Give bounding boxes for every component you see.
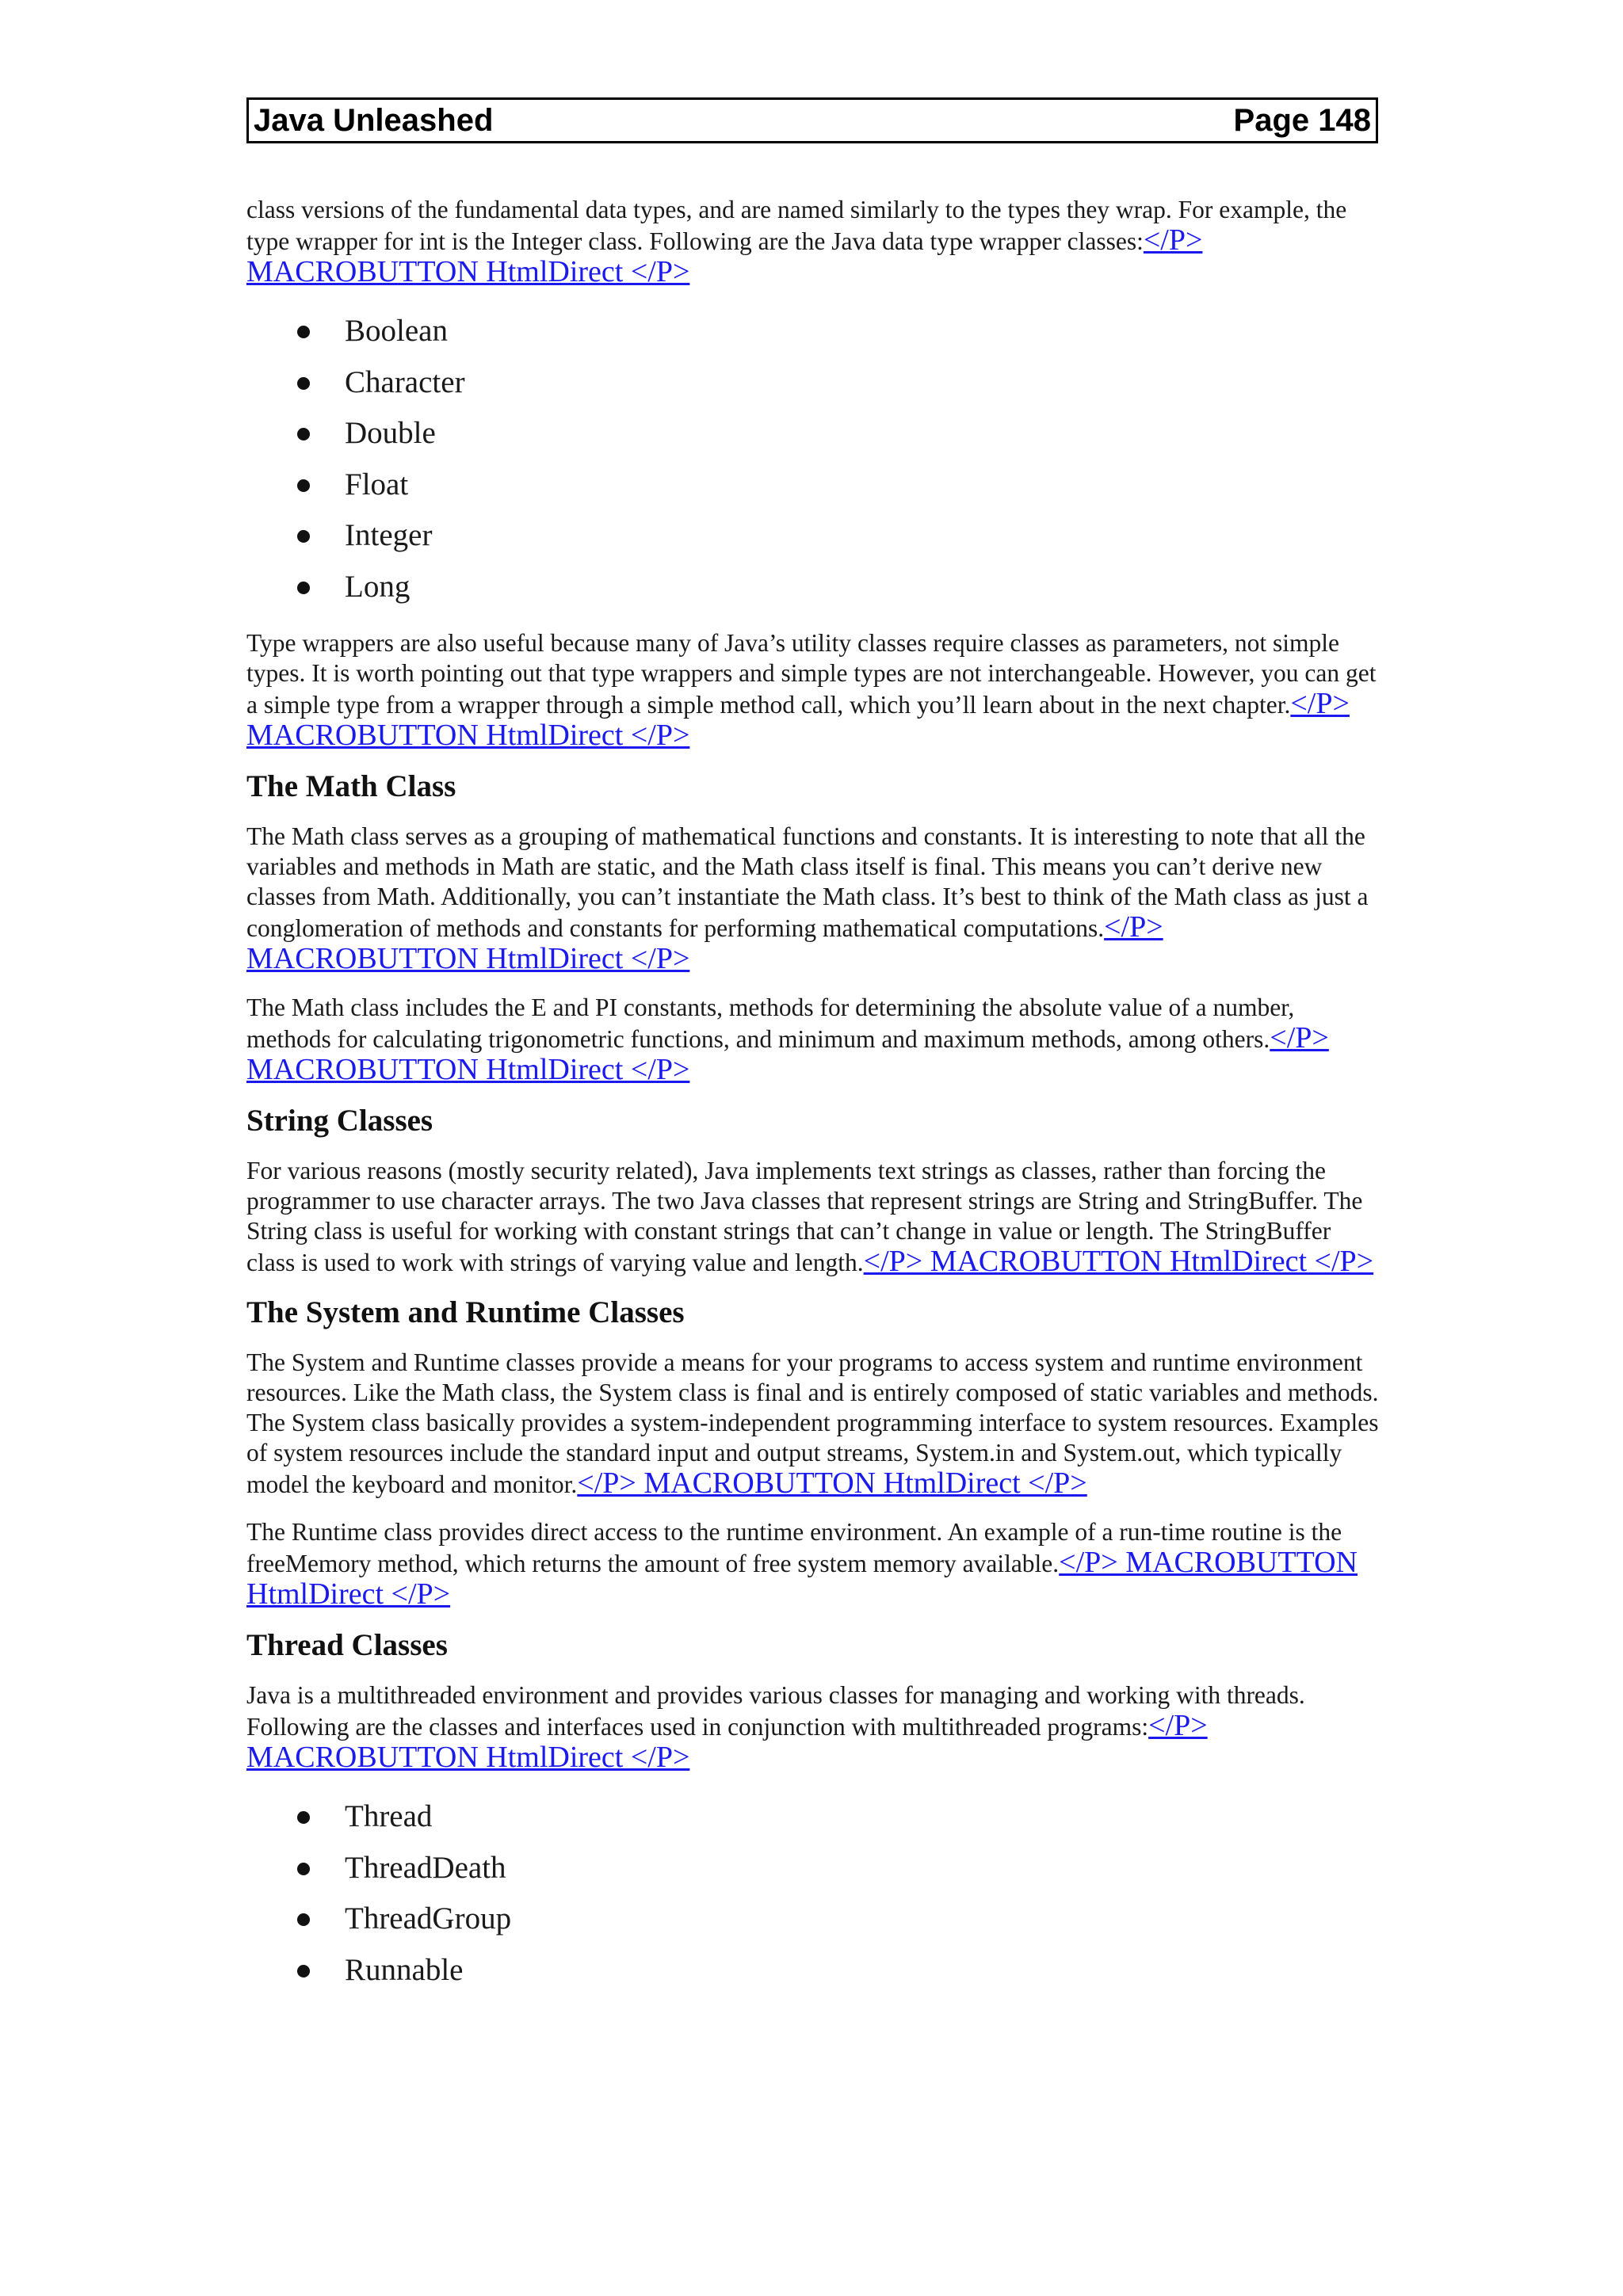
list-item: Integer <box>246 510 1380 562</box>
bullet-icon <box>297 428 310 441</box>
book-title: Java Unleashed <box>254 102 494 138</box>
macrobutton-link[interactable]: </P> MACROBUTTON HtmlDirect </P> <box>863 1245 1374 1278</box>
list-item: Runnable <box>246 1945 1380 1997</box>
list-item: Long <box>246 562 1380 613</box>
section-heading: Thread Classes <box>246 1628 448 1662</box>
page-number: Page 148 <box>1233 102 1371 138</box>
bullet-icon <box>297 1811 310 1824</box>
macrobutton-link[interactable]: </P> MACROBUTTON HtmlDirect </P> <box>246 910 1163 975</box>
page-content <box>246 195 1380 2012</box>
bullet-icon <box>297 377 310 390</box>
section-heading: The Math Class <box>246 769 456 803</box>
paragraph: The Runtime class provides direct access to the runtime environment. An example of a run-time routine is the freeMemory method, which returns the amount of free system memory available.</P> MACROBUTTON HtmlDirect </P> <box>246 1518 1358 1611</box>
macrobutton-link[interactable]: </P> MACROBUTTON HtmlDirect </P> <box>577 1466 1087 1500</box>
list-item: ThreadDeath <box>246 1843 1380 1894</box>
list-item: Character <box>246 357 1380 409</box>
paragraph: For various reasons (mostly security related), Java implements text strings as classes, rather than forcing the programmer to use character arrays. The two Java classes that represent strings are String and StringBuffer. The String class is useful for working with constant strings that can’t change in value or length. The StringBuffer class is used to work with strings of varying value and length.</P> MACROBUTTON HtmlDirect </P> <box>246 1157 1374 1278</box>
section-heading: String Classes <box>246 1104 433 1138</box>
macrobutton-link[interactable]: </P> MACROBUTTON HtmlDirect </P> <box>246 687 1350 752</box>
list-item: Boolean <box>246 306 1380 357</box>
bullet-icon <box>297 326 310 338</box>
list-item: Float <box>246 460 1380 511</box>
macrobutton-link[interactable]: </P> MACROBUTTON HtmlDirect </P> <box>246 223 1203 288</box>
list-item: Thread <box>246 1791 1380 1843</box>
page-header <box>246 97 1378 143</box>
macrobutton-link[interactable]: </P> MACROBUTTON HtmlDirect </P> <box>246 1709 1208 1774</box>
bullet-icon <box>297 1863 310 1875</box>
macrobutton-link[interactable]: </P> MACROBUTTON HtmlDirect </P> <box>246 1546 1358 1611</box>
list-item: ThreadGroup <box>246 1894 1380 1945</box>
bullet-icon <box>297 1965 310 1978</box>
macrobutton-link[interactable]: </P> MACROBUTTON HtmlDirect </P> <box>246 1021 1329 1086</box>
list-item: Double <box>246 408 1380 460</box>
bullet-icon <box>297 530 310 543</box>
bullet-icon <box>297 1913 310 1926</box>
paragraph: Java is a multithreaded environment and provides various classes for managing and working with threads. Following are the classes and interfaces used in conjunction with multithreaded programs:</P> MACROBUTTON HtmlDirect </P> <box>246 1681 1305 1774</box>
paragraph: The System and Runtime classes provide a means for your programs to access system and runtime environment resources. Like the Math class, the System class is final and is entirely composed of static variables and methods. The System class basically provides a system-independent programming interface to system resources. Examples of system resources include the standard input and output streams, System.in and System.out, which typically model the keyboard and monitor.</P> MACROBUTTON HtmlDirect </P> <box>246 1348 1379 1500</box>
paragraph: The Math class serves as a grouping of mathematical functions and constants. It is interesting to note that all the variables and methods in Math are static, and the Math class itself is final. This means you can’t derive new classes from Math. Additionally, you can’t instantiate the Math class. It’s best to think of the Math class as just a conglomeration of methods and constants for performing mathematical computations.</P> MACROBUTTON HtmlDirect </P> <box>246 822 1369 975</box>
thread-class-list <box>246 1791 1380 1996</box>
paragraph: Type wrappers are also useful because many of Java’s utility classes require classes as parameters, not simple types. It is worth pointing out that type wrappers and simple types are not interchangeable. However, you can get a simple type from a wrapper through a simple method call, which you’ll learn about in the next chapter.</P> MACROBUTTON HtmlDirect </P> <box>246 629 1377 752</box>
bullet-icon <box>297 582 310 594</box>
paragraph: The Math class includes the E and PI constants, methods for determining the absolute value of a number, methods for calculating trigonometric functions, and minimum and maximum methods, among others.</P> MACROBUTTON HtmlDirect </P> <box>246 994 1329 1086</box>
paragraph: class versions of the fundamental data types, and are named similarly to the types they wrap. For example, the type wrapper for int is the Integer class. Following are the Java data type wrapper classes:</P> MACROBUTTON HtmlDirect </P> <box>246 196 1347 288</box>
section-heading: The System and Runtime Classes <box>246 1295 685 1329</box>
wrapper-class-list <box>246 306 1380 612</box>
bullet-icon <box>297 479 310 492</box>
